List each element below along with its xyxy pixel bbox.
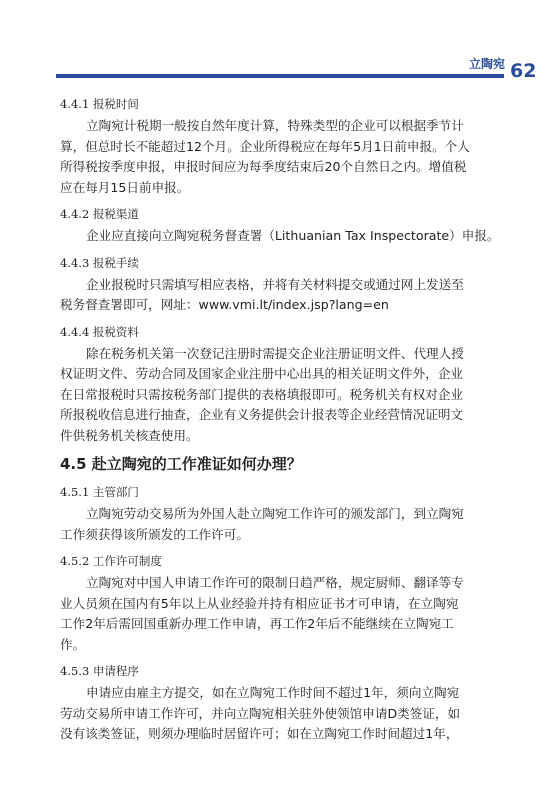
text-line: 税务督查署即可，网址：www.vmi.lt/index.jsp?lang=en [60, 297, 389, 312]
text-line: 算，但总时长不能超过12个月。企业所得税应在每年5月1日前申报。个人 [60, 138, 470, 154]
text-line: 工作须获得该所颁发的工作许可。 [60, 526, 249, 542]
text-line: 业人员须在国内有5年以上从业经验并持有相应证书才可申请，在立陶宛 [60, 595, 459, 611]
text-line: 立陶宛计税期一般按自然年度计算，特殊类型的企业可以根据季节计 [86, 118, 464, 133]
text-line: 企业报税时只需填写相应表格，并将有关材料提交或通过网上发送至 [86, 276, 464, 292]
text-line: 所报税收信息进行抽查，企业有义务提供会计报表等企业经营情况证明文 [60, 407, 463, 422]
running-header-title: 立陶宛 [468, 57, 505, 71]
text-line: 企业应直接向立陶宛税务督查署（Lithuanian Tax Inspectorate）申报。 [86, 228, 500, 243]
text-line: 权证明文件、劳动合同及国家企业注册中心出具的相关证明文件外，企业 [60, 366, 463, 381]
subsection-heading-4-4-3: 4.4.3 报税手续 [60, 255, 139, 270]
subsection-heading-4-5-2: 4.5.2 工作许可制度 [60, 554, 162, 568]
text-line: 没有该类签证，则须办理临时居留许可；如在立陶宛工作时间超过1年， [60, 726, 459, 741]
text-line: 立陶宛对中国人申请工作许可的限制日趋严格，规定厨师、翻译等专 [86, 575, 464, 590]
header-rule [56, 74, 504, 78]
paragraph-4-4-1 [60, 116, 506, 198]
paragraph-4-4-3 [60, 275, 506, 316]
text-line: 作。 [60, 636, 86, 652]
text-line: 劳动交易所申请工作许可，并向立陶宛相关驻外使领馆申请D类签证，如 [60, 705, 461, 721]
text-line: 申请应由雇主方提交，如在立陶宛工作时间不超过1年，须向立陶宛 [86, 685, 460, 700]
text-line: 立陶宛劳动交易所为外国人赴立陶宛工作许可的颁发部门，到立陶宛 [86, 506, 464, 521]
text-line: 应在每月15日前申报。 [60, 179, 190, 195]
subsection-heading-4-5-1: 4.5.1 主管部门 [60, 485, 139, 499]
paragraph-4-5-1 [60, 504, 506, 545]
subsection-heading-4-5-3: 4.5.3 申请程序 [60, 664, 139, 678]
subsection-heading-4-4-2: 4.4.2 报税渠道 [60, 207, 139, 221]
text-line: 在日常报税时只需按税务部门提供的表格填报即可。税务机关有权对企业 [60, 386, 463, 402]
page-body [60, 94, 506, 751]
subsection-heading-4-4-4: 4.4.4 报税资料 [60, 324, 139, 339]
paragraph-4-5-2 [60, 573, 506, 655]
page-header [0, 0, 559, 80]
text-line: 所得税按季度申报，申报时间应为每季度结束后20个自然日之内。增值税 [60, 159, 467, 174]
text-line: 除在税务机关第一次登记注册时需提交企业注册证明文件、代理人授 [86, 345, 464, 361]
page-number: 62 [510, 60, 537, 82]
text-line: 工作2年后需回国重新办理工作申请，再工作2年后不能继续在立陶宛工 [60, 616, 454, 631]
paragraph-4-5-3 [60, 683, 506, 745]
subsection-heading-4-4-1: 4.4.1 报税时间 [60, 97, 139, 111]
text-line: 件供税务机关核查使用。 [60, 427, 199, 443]
section-heading-4-5: 4.5 赴立陶宛的工作准证如何办理？ [60, 455, 302, 473]
paragraph-4-4-4 [60, 344, 506, 447]
paragraph-4-4-2 [60, 226, 506, 247]
